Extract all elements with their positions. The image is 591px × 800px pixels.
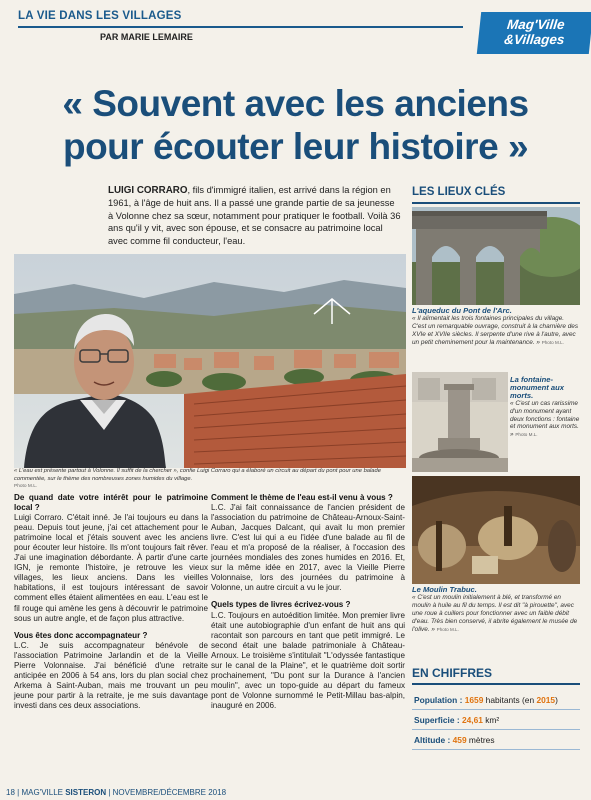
stat-population bbox=[412, 690, 580, 710]
badge-line-2: &Villages bbox=[503, 32, 566, 47]
aqueduct-credit: Photo M.L. bbox=[541, 339, 564, 345]
fountain-text: « C'est un cas rarissime d'un monument ayant deux fonctions : fontaine et monument aux morts. » bbox=[510, 399, 580, 439]
chiffres-title: EN CHIFFRES bbox=[412, 666, 493, 680]
mill-title: Le Moulin Trabuc. bbox=[412, 585, 477, 594]
photo-caption-text: « L'eau est présente partout à Volonne. Il suffit de la chercher », confie Luigi Corraro qui a élaboré un circuit au départ du pont pour une balade commentée, sur le thème des nombreuses zones humides du village. bbox=[14, 468, 381, 482]
mill-text: « C'est un moulin initialement à blé, et transformé en moulin à huile au fil du temps. Il est dit "à pirouette", avec une roue à cuillers pour fonctionner avec un faible débit d'eau. Très bien conservé, il abrite également le musée de l'olive. » bbox=[412, 593, 578, 633]
question-1: De quand date votre intérêt pour le patrimoine local ? bbox=[14, 493, 208, 513]
footer-city: SISTERON bbox=[65, 788, 107, 797]
stat-suffix: ) bbox=[555, 695, 558, 705]
main-photo-illustration bbox=[14, 254, 406, 468]
interview-column-2 bbox=[211, 493, 405, 711]
footer-magazine: MAG'VILLE bbox=[21, 788, 63, 797]
question-2: Vous êtes donc accompagnateur ? bbox=[14, 630, 148, 640]
headline-line-1: « Souvent avec les anciens bbox=[62, 83, 529, 124]
headline-line-2: pour écouter leur histoire » bbox=[62, 126, 529, 167]
byline: PAR MARIE LEMAIRE bbox=[100, 32, 193, 42]
page-number: 18 bbox=[6, 788, 15, 797]
stat-unit: habitants (en bbox=[483, 695, 537, 705]
stats-list bbox=[412, 690, 580, 750]
mill-photo bbox=[412, 476, 580, 584]
fountain-credit: Photo M.L. bbox=[515, 432, 538, 438]
lede-text: , fils d'immigré italien, est arrivé dans la région en 1961, à l'âge de huit ans. Il a passé une grande partie de sa jeunesse à Volonne chez sa sœur, notamment pour pratiquer le football. Voilà 36 ans qu'il y vit, avec son épouse, et se consacre au patrimoine local avec comme fil conducteur, l'eau. bbox=[108, 185, 401, 246]
mill-illustration bbox=[412, 476, 580, 584]
section-rule bbox=[18, 26, 463, 28]
fountain-photo bbox=[412, 372, 508, 472]
fountain-title: La fontaine-monument aux morts. bbox=[510, 375, 565, 400]
interview-column-1 bbox=[14, 493, 208, 711]
photo-caption bbox=[14, 468, 406, 491]
answer-3: L.C. J'ai fait connaissance de l'ancien président de l'association du patrimoine de Château-Arnoux-Saint-Auban, Jacques Dalcant, qui avait lu mon premier livre. C'est lui qui a eu l'idée d'une balade au fil de l'eau et m'a proposé de la réaliser, à l'occasion des journées mondiales des zones humides en 2016. Et, sur la même idée en 2017, avec la Vieille Pierre Volonnaise, lors des journées du patrimoine à Volonne, un autre circuit a vu le jour. bbox=[211, 503, 405, 593]
aqueduct-photo bbox=[412, 207, 580, 305]
chiffres-rule bbox=[412, 683, 580, 685]
lede bbox=[108, 184, 402, 247]
stat-label: Population : bbox=[414, 695, 463, 705]
aqueduct-illustration bbox=[412, 207, 580, 305]
stat-unit: mètres bbox=[466, 735, 495, 745]
question-3: Comment le thème de l'eau est-il venu à vous ? bbox=[211, 493, 393, 502]
lede-name: LUIGI CORRARO bbox=[108, 185, 188, 196]
answer-4: L.C. Toujours en autoédition limitée. Mon premier livre était une autobiographie d'un enfant de huit ans qui racontait son parcours en tant que petit immigré. Le second était une balade patrimoniale à Château-Arnoux. Le troisième s'intitulait "L'odyssée fantastique sur le canal de la Plaine", et le quatrième doit sortir prochainement, "Du pont sur la Durance à l'ancien moulin", avec un topo-guide au départ du fameux pont de Volonne surnommé le Petit-Millau bas-alpin, inauguré en 2006. bbox=[211, 610, 405, 710]
stat-label: Superficie : bbox=[414, 715, 460, 725]
footer-date: NOVEMBRE/DÉCEMBRE 2018 bbox=[112, 788, 227, 797]
section-tag: LA VIE DANS LES VILLAGES bbox=[18, 10, 182, 22]
answer-1: Luigi Corraro. C'était inné. Je l'ai toujours eu dans la peau. Depuis tout jeune, j'ai cet attachement pour le patrimoine local et j'étais souvent avec les anciens pour écouter leur histoire. Ils m'ont toujours fait rêver. J'ai une imagination débordante. À partir d'une carte IGN, je remonte l'histoire, je retrouve les vieux villages, les lieux anciens. Dans les vieilles habitations, il est toujours intéressant de savoir comment elles étaient alimentées en eau. L'eau est le fil rouge qui amène les gens à découvrir le patrimoine sous un autre angle, et de façon plus attractive. bbox=[14, 513, 208, 623]
mill-credit: Photo M.L. bbox=[436, 626, 459, 632]
stat-value: 24,61 bbox=[461, 715, 483, 725]
aqueduct-title: L'aqueduc du Pont de l'Arc. bbox=[412, 306, 512, 315]
main-photo bbox=[14, 254, 406, 468]
stat-altitude bbox=[412, 730, 580, 750]
sidebar-rule bbox=[412, 202, 580, 204]
stat-year: 2015 bbox=[536, 695, 556, 705]
stat-superficie bbox=[412, 710, 580, 730]
stat-unit: km² bbox=[482, 715, 500, 725]
aqueduct-text: « Il alimentait les trois fontaines principales du village. C'est un remarquable ouvrage, construit à la charnière des XVIe et XVIIe siècles. Il serpente d'une rive à l'autre, avec un petit cheminement pour la maintenance. » bbox=[412, 314, 579, 346]
fountain-illustration bbox=[412, 372, 508, 472]
magazine-badge bbox=[477, 12, 591, 54]
sidebar-item-mill bbox=[412, 586, 580, 633]
badge-line-1: Mag'Ville bbox=[506, 17, 566, 32]
photo-caption-credit: Photo M.L. bbox=[14, 484, 38, 490]
stat-label: Altitude : bbox=[414, 735, 451, 745]
sidebar-item-aqueduct bbox=[412, 307, 580, 347]
stat-value: 459 bbox=[452, 735, 467, 745]
sidebar-title: LES LIEUX CLÉS bbox=[412, 186, 506, 198]
page-footer: 18 | MAG'VILLE SISTERON | NOVEMBRE/DÉCEMBRE 2018 bbox=[6, 788, 227, 797]
answer-2: L.C. Je suis accompagnateur bénévole de l'association Patrimoine Jarlandin et de la Vieille Pierre Volonnaise. J'ai bénéficié d'une retraite anticipée en 2006 à 54 ans, lors du plan social chez Arkema à Saint-Auban, mais me trouvant un peu jeune pour partir à la retraite, je me suis davantage investi dans ces deux associations. bbox=[14, 640, 208, 710]
question-4: Quels types de livres écrivez-vous ? bbox=[211, 600, 351, 610]
stat-value: 1659 bbox=[464, 695, 484, 705]
sidebar-item-fountain bbox=[510, 376, 582, 439]
